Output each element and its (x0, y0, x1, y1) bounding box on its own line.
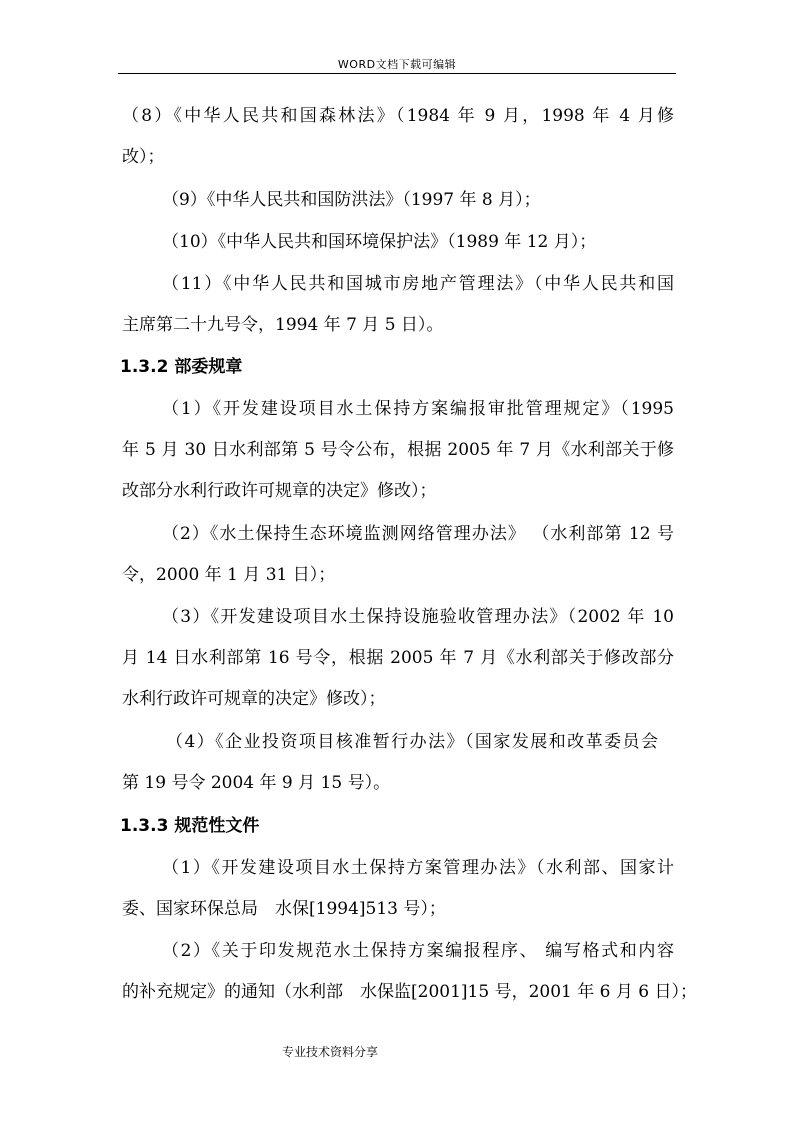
law-item-9: （9）《中华人民共和国防洪法》（1997 年 8 月）； (162, 190, 541, 210)
rule-item-3-line-2: 月 14 日水利部第 16 号令，根据 2005 年 7 月《水利部关于修改部分 (122, 648, 674, 668)
rule-item-2-line-2: 令，2000 年 1 月 31 日）； (122, 565, 336, 585)
law-item-11-line-1: （11）《中华人民共和国城市房地产管理法》（中华人民共和国 (162, 274, 674, 294)
rule-item-1-line-1: （1）《开发建设项目水土保持方案编报审批管理规定》（1995 (162, 399, 674, 419)
rule-item-4-line-2: 第 19 号令 2004 年 9 月 15 号）。 (122, 773, 391, 793)
law-item-8-line-2: 改）； (122, 147, 165, 167)
normative-item-2-line-2: 的补充规定》的通知（水利部 水保监[2001]15 号，2001 年 6 月 6 日）； (122, 982, 697, 1002)
header-divider (118, 73, 676, 74)
rule-item-3-line-3: 水利行政许可规章的决定》修改）； (122, 689, 386, 709)
section-heading-1-3-3: 1.3.3 规范性文件 (120, 816, 260, 836)
law-item-10: （10）《中华人民共和国环境保护法》（1989 年 12 月）； (162, 232, 597, 252)
law-item-11-line-2: 主席第二十九号令，1994 年 7 月 5 日）。 (122, 315, 444, 335)
page-footer: 专业技术资料分享 (281, 1045, 378, 1059)
normative-item-1-line-1: （1）《开发建设项目水土保持方案管理办法》（水利部、国家计 (162, 858, 674, 878)
normative-item-1-line-2: 委、国家环保总局 水保[1994]513 号）； (122, 899, 446, 919)
normative-item-2-line-1: （2）《关于印发规范水土保持方案编报程序、 编写格式和内容 (162, 941, 674, 961)
rule-item-4-line-1: （4）《企业投资项目核准暂行办法》（国家发展和改革委员会 (166, 732, 658, 752)
section-heading-1-3-2: 1.3.2 部委规章 (120, 357, 243, 377)
rule-item-1-line-3: 改部分水利行政许可规章的决定》修改）； (122, 481, 437, 501)
rule-item-2-line-1: （2）《水土保持生态环境监测网络管理办法》 （水利部第 12 号 (162, 524, 674, 544)
page-header: WORD文档下载可编辑 (337, 58, 457, 71)
rule-item-3-line-1: （3）《开发建设项目水土保持设施验收管理办法》（2002 年 10 (162, 607, 674, 627)
law-item-8-line-1: （8）《中华人民共和国森林法》（1984 年 9 月，1998 年 4 月修 (122, 106, 674, 126)
rule-item-1-line-2: 年 5 月 30 日水利部第 5 号令公布，根据 2005 年 7 月《水利部关于修 (122, 440, 674, 460)
